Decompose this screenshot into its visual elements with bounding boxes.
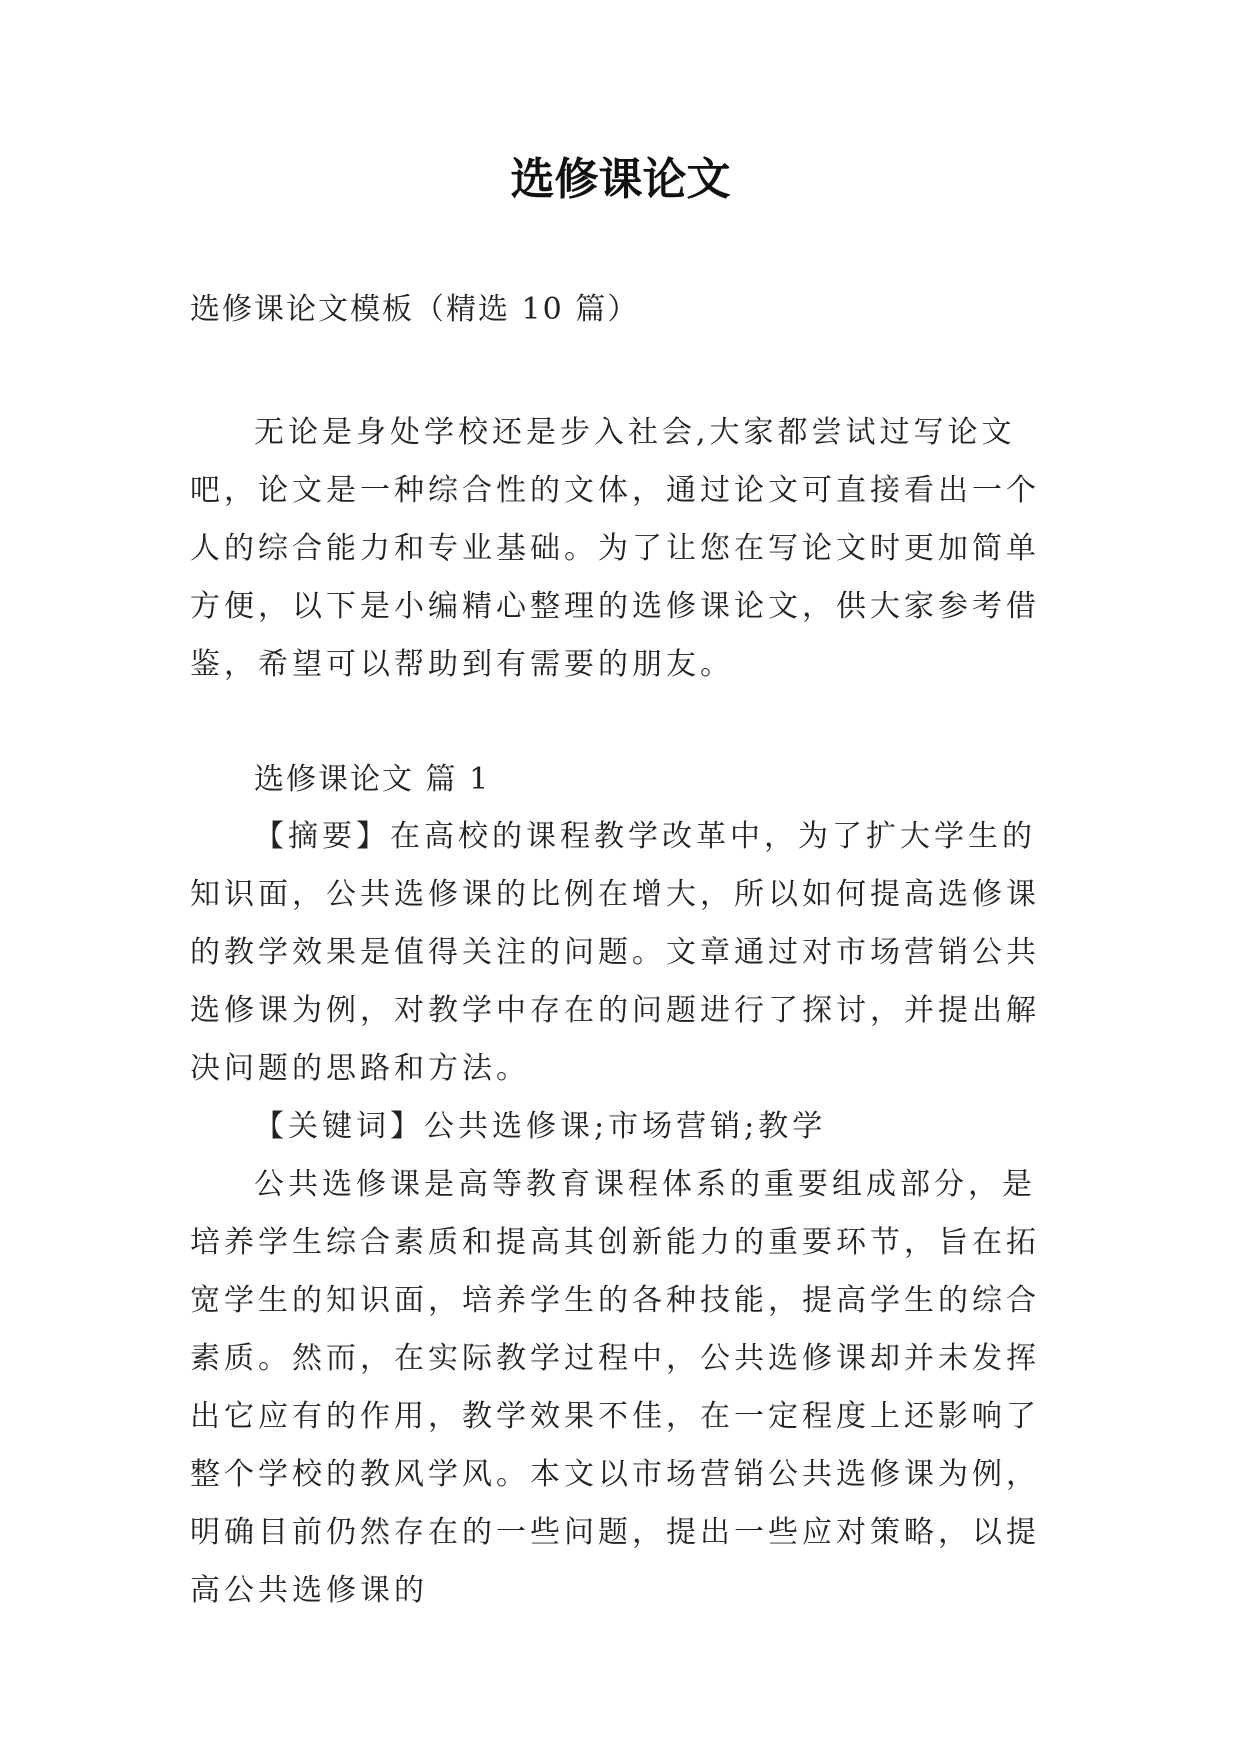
intro-paragraph: 无论是身处学校还是步入社会,大家都尝试过写论文吧，论文是一种综合性的文体，通过论文可直接看出一个人的综合能力和专业基础。为了让您在写论文时更加简单方便，以下是小编精心整理的选修课论文，供大家参考借鉴，希望可以帮助到有需要的朋友。 — [190, 415, 1040, 682]
document-subtitle: 选修课论文模板（精选 10 篇） — [190, 292, 640, 327]
page-title: 选修课论文 — [510, 154, 731, 205]
body-paragraph: 公共选修课是高等教育课程体系的重要组成部分，是培养学生综合素质和提高其创新能力的重要环节，旨在拓宽学生的知识面，培养学生的各种技能，提高学生的综合素质。然而，在实际教学过程中，公共选修课却并未发挥出它应有的作用，教学效果不佳，在一定程度上还影响了整个学校的教风学风。本文以市场营销公共选修课为例，明确目前仍然存在的一些问题，提出一些应对策略，以提高公共选修课的 — [190, 1167, 1040, 1608]
keywords-paragraph: 【关键词】公共选修课;市场营销;教学 — [254, 1109, 827, 1144]
section-heading: 选修课论文 篇 1 — [254, 762, 491, 797]
abstract-paragraph: 【摘要】在高校的课程教学改革中，为了扩大学生的知识面，公共选修课的比例在增大，所以如何提高选修课的教学效果是值得关注的问题。文章通过对市场营销公共选修课为例，对教学中存在的问题进行了探讨，并提出解决问题的思路和方法。 — [190, 819, 1040, 1086]
